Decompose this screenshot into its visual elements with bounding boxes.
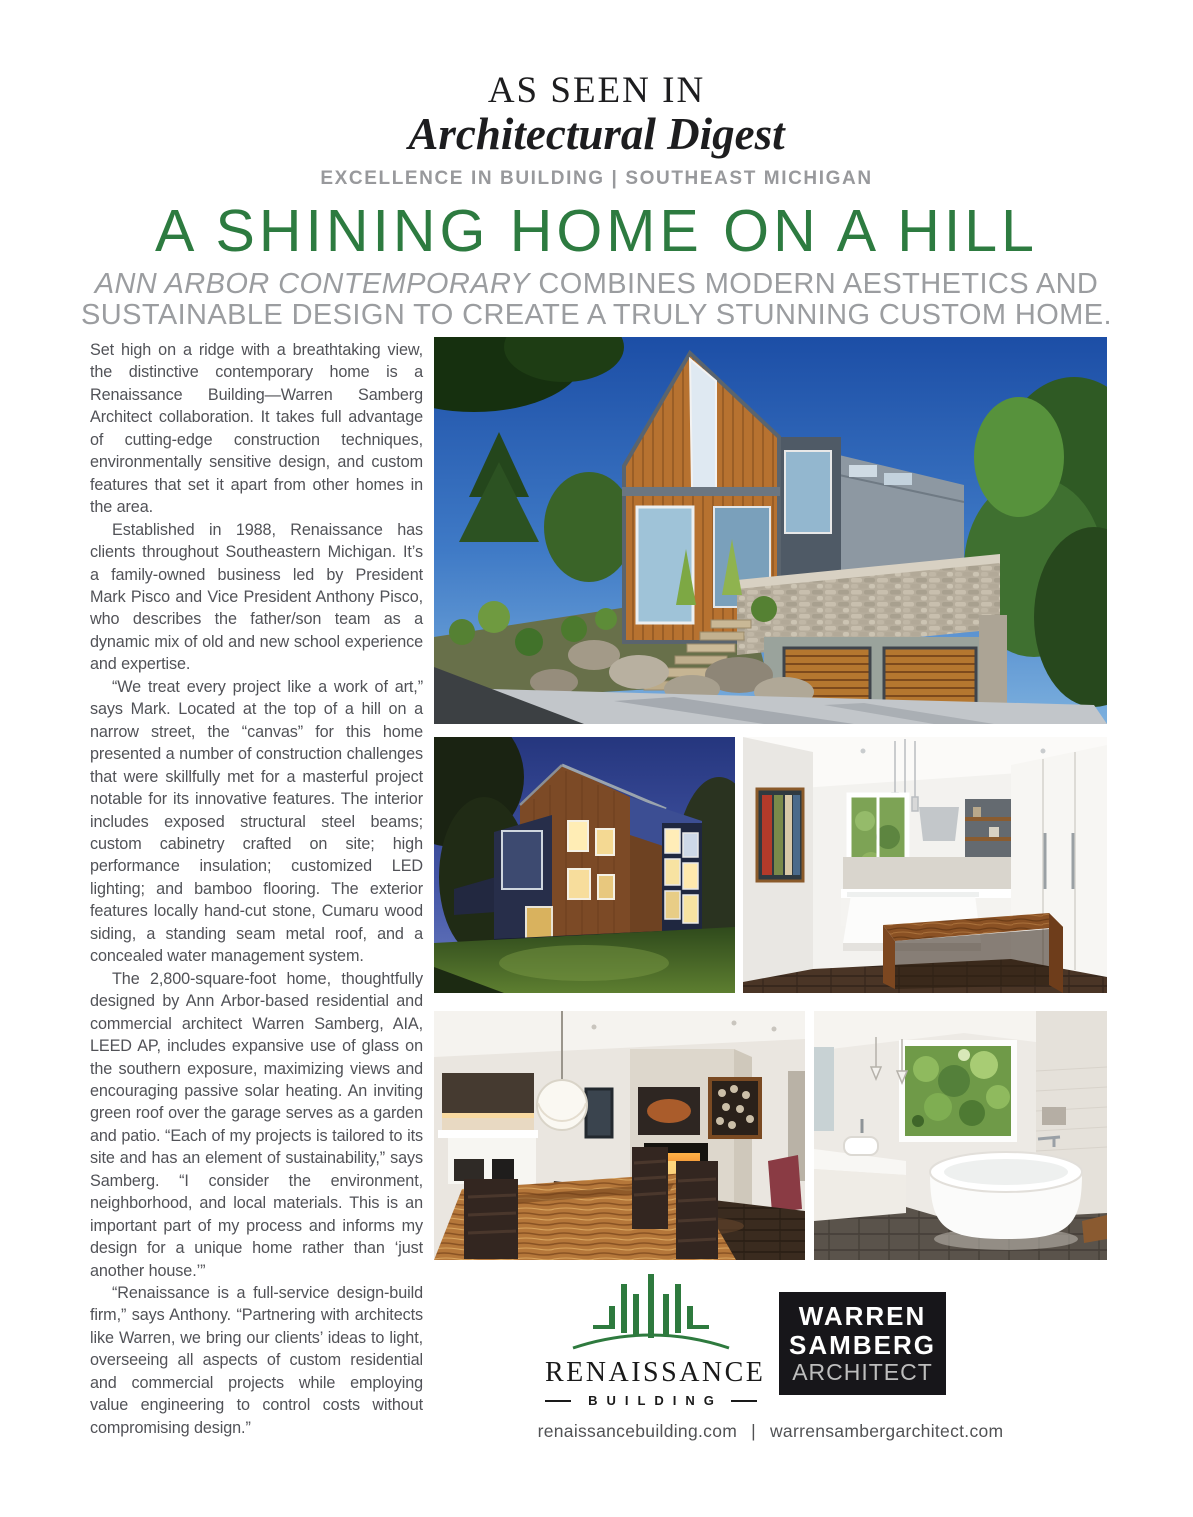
mirror <box>814 1047 834 1131</box>
architect-label: ARCHITECT <box>792 1359 933 1386</box>
paragraph-history: Established in 1988, Renaissance has clients throughout Southeastern Michigan. It’s a family-owned business led by President Mark Pisco and Vice President Anthony Pisco, who describes the father/son team as a dynamic mix of old and new school experience and expertise. <box>90 520 423 674</box>
dash-left <box>545 1400 571 1402</box>
paragraph-construction: “We treat every project like a work of art,” says Mark. Located at the top of a hill on a narrow street, the “canvas” for this home presented a number of construction challenges that were skillfully met for a masterful project notable for its innovative features. The interior includes exposed structural steel beams; custom cabinetry crafted on site; high performance insulation; customized LED lighting; and bamboo flooring. The exterior features locally hand-cut stone, Cumaru wood siding, a standing seam metal roof, and a concealed water management system. <box>90 677 423 966</box>
photo-dining <box>434 1011 805 1260</box>
wall-niche <box>1042 1107 1066 1125</box>
photo-bathroom-illustration <box>814 1011 1107 1260</box>
samberg-label: SAMBERG <box>789 1330 936 1361</box>
renaissance-building-line <box>545 1393 757 1408</box>
apex-window <box>690 359 716 489</box>
publication-name: Architectural Digest <box>408 109 785 159</box>
vessel-sink <box>844 1137 878 1155</box>
garden-window <box>902 1043 1014 1139</box>
photo-dining-illustration <box>434 1011 805 1260</box>
paragraph-design: The 2,800-square-foot home, thoughtfully designed by Ann Arbor-based residential and commercial architect Warren Samberg, AIA, LEED AP, includes expansive use of glass on the southern exposure, maximizing views and encouraging passive solar heating. An inviting green roof over the garage serves as a garden and patio. “Each of my projects is tailored to its site and has an element of sustainability,” says Samberg. “I consider the environment, neighborhood, and local materials. This is an important part of my process and informs my design for a unique home rather than ‘just another house.’” <box>90 969 423 1280</box>
freestanding-tub <box>930 1152 1082 1250</box>
page-title: A SHINING HOME ON A HILL <box>155 198 1038 265</box>
wall-mirror <box>586 1089 612 1137</box>
paragraph-quote: “Renaissance is a full-service design-build firm,” says Anthony. “Partnering with architects like Warren, we bring our clients’ ideas to light, overseeing all aspects of custom residential and commercial projects while employing value engineering to control costs without compromising design.” <box>90 1284 423 1437</box>
photo-main-exterior-illustration <box>434 337 1107 724</box>
photo-dusk-illustration <box>434 737 735 993</box>
website-line <box>434 1421 1107 1442</box>
subtitle-italic: ANN ARBOR CONTEMPORARY <box>94 268 530 301</box>
photo-main-exterior <box>434 337 1107 724</box>
building-label: BUILDING <box>588 1393 723 1408</box>
kitchen-background <box>438 1073 538 1184</box>
warren-label: WARREN <box>798 1301 927 1331</box>
photo-bathroom <box>814 1011 1107 1260</box>
renaissance-wordmark: RENAISSANCE <box>545 1357 766 1388</box>
article-text-column <box>90 339 423 1439</box>
red-chair <box>768 1155 802 1213</box>
renaissance-building-logo <box>545 1272 766 1408</box>
firewood-niche <box>710 1079 760 1137</box>
subtitle-line-2: SUSTAINABLE DESIGN TO CREATE A TRULY STUNNING CUSTOM HOME. <box>81 299 1112 332</box>
walnut-table <box>883 913 1063 993</box>
range-hood <box>919 807 959 841</box>
renaissance-skyline-mark <box>571 1272 731 1352</box>
as-seen-in-label: AS SEEN IN <box>487 70 706 111</box>
backsplash <box>843 857 1011 891</box>
warren-website: warrensambergarchitect.com <box>769 1421 1004 1441</box>
photo-kitchen-illustration <box>743 737 1107 993</box>
subtitle-line-1 <box>0 269 1193 300</box>
photo-kitchen <box>743 737 1107 993</box>
page-header <box>0 72 1193 331</box>
subtitle-line-1-rest: COMBINES MODERN AESTHETICS AND <box>529 268 1099 301</box>
warren-samberg-architect-logo <box>779 1292 946 1395</box>
website-divider: | <box>751 1421 756 1441</box>
paragraph-intro: Set high on a ridge with a breathtaking view, the distinctive contemporary home is a Renaissance Building—Warren Samberg Architect collaboration. It takes full advantage of cutting-edge construction techniques, environmentally sensitive design, and custom features that set it apart from other homes in the area. <box>90 341 423 517</box>
renaissance-website: renaissancebuilding.com <box>537 1421 738 1441</box>
subtitle <box>0 269 1193 331</box>
photo-dusk-exterior <box>434 737 735 993</box>
framed-art <box>757 789 803 881</box>
dash-right <box>731 1400 757 1402</box>
tagline: EXCELLENCE IN BUILDING | SOUTHEAST MICHIGAN <box>320 168 873 190</box>
